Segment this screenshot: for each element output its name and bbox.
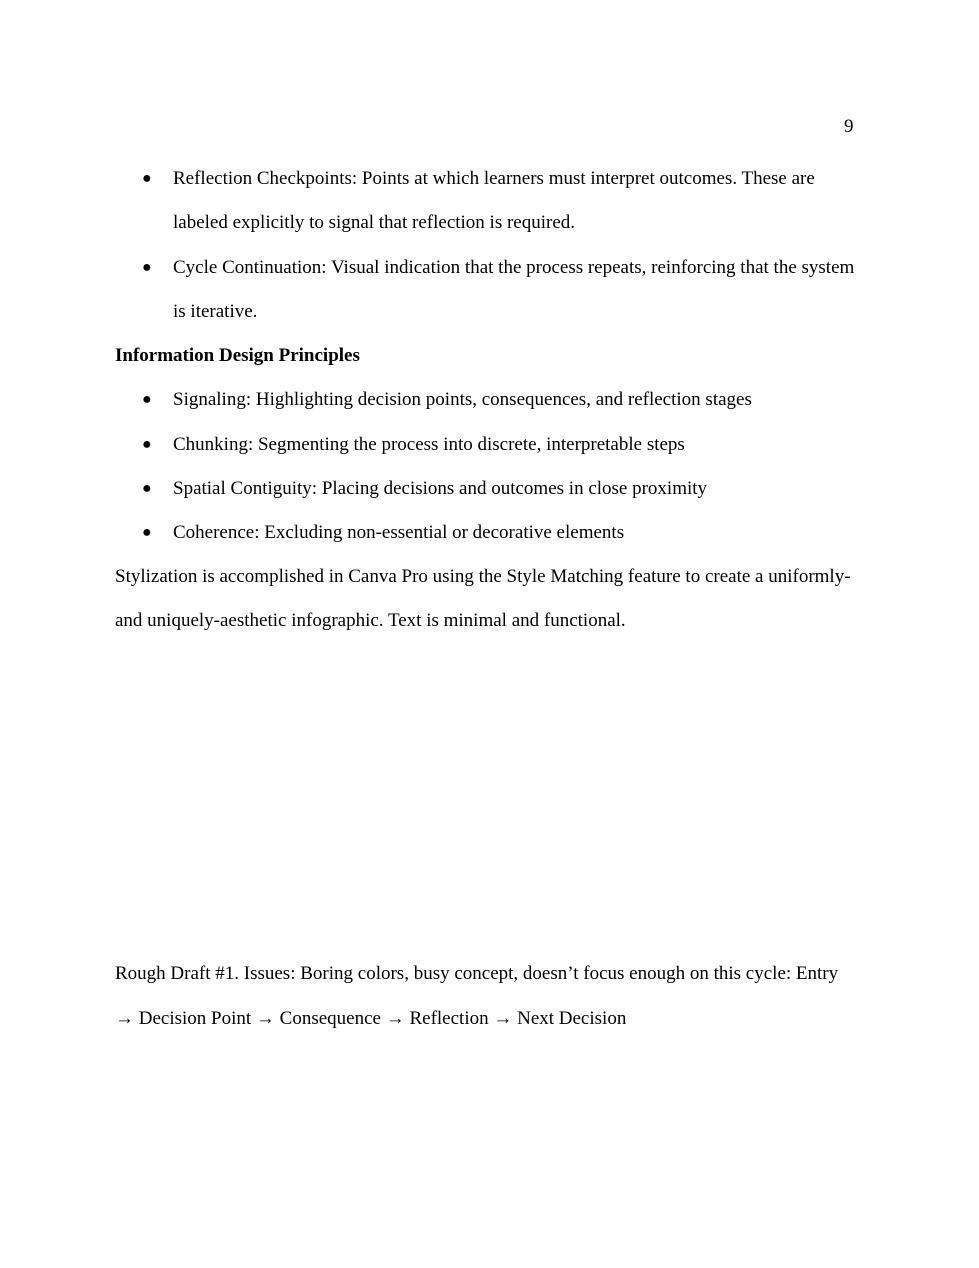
bullet-glyph: ● bbox=[142, 259, 152, 276]
bullet-cycle-continuation-line1: Cycle Continuation: Visual indication that the process repeats, reinforcing that the system bbox=[173, 257, 855, 278]
draft-caption-line1: Rough Draft #1. Issues: Boring colors, busy concept, doesn’t focus enough on this cycle: Entry bbox=[115, 963, 839, 984]
principle-signaling: Signaling: Highlighting decision points, consequences, and reflection stages bbox=[173, 389, 752, 410]
principle-coherence: Coherence: Excluding non-essential or decorative elements bbox=[173, 522, 625, 543]
bullet-cycle-continuation-line2: is iterative. bbox=[173, 301, 258, 322]
bullet-glyph: ● bbox=[142, 480, 152, 497]
bullet-reflection-checkpoints-line2: labeled explicitly to signal that reflection is required. bbox=[173, 212, 576, 233]
bullet-reflection-checkpoints-line1: Reflection Checkpoints: Points at which learners must interpret outcomes. These are bbox=[173, 168, 815, 189]
page-number: 9 bbox=[844, 116, 854, 137]
draft-caption-line2: → Decision Point → Consequence → Reflection → Next Decision bbox=[115, 1008, 627, 1029]
section-heading: Information Design Principles bbox=[115, 345, 360, 366]
bullet-glyph: ● bbox=[142, 170, 152, 187]
bullet-glyph: ● bbox=[142, 391, 152, 408]
stylization-paragraph-line1: Stylization is accomplished in Canva Pro using the Style Matching feature to create a uniformly- bbox=[115, 566, 851, 587]
principle-chunking: Chunking: Segmenting the process into discrete, interpretable steps bbox=[173, 434, 685, 455]
bullet-glyph: ● bbox=[142, 436, 152, 453]
bullet-glyph: ● bbox=[142, 524, 152, 541]
stylization-paragraph-line2: and uniquely-aesthetic infographic. Text is minimal and functional. bbox=[115, 610, 626, 631]
principle-spatial-contiguity: Spatial Contiguity: Placing decisions and outcomes in close proximity bbox=[173, 478, 708, 499]
